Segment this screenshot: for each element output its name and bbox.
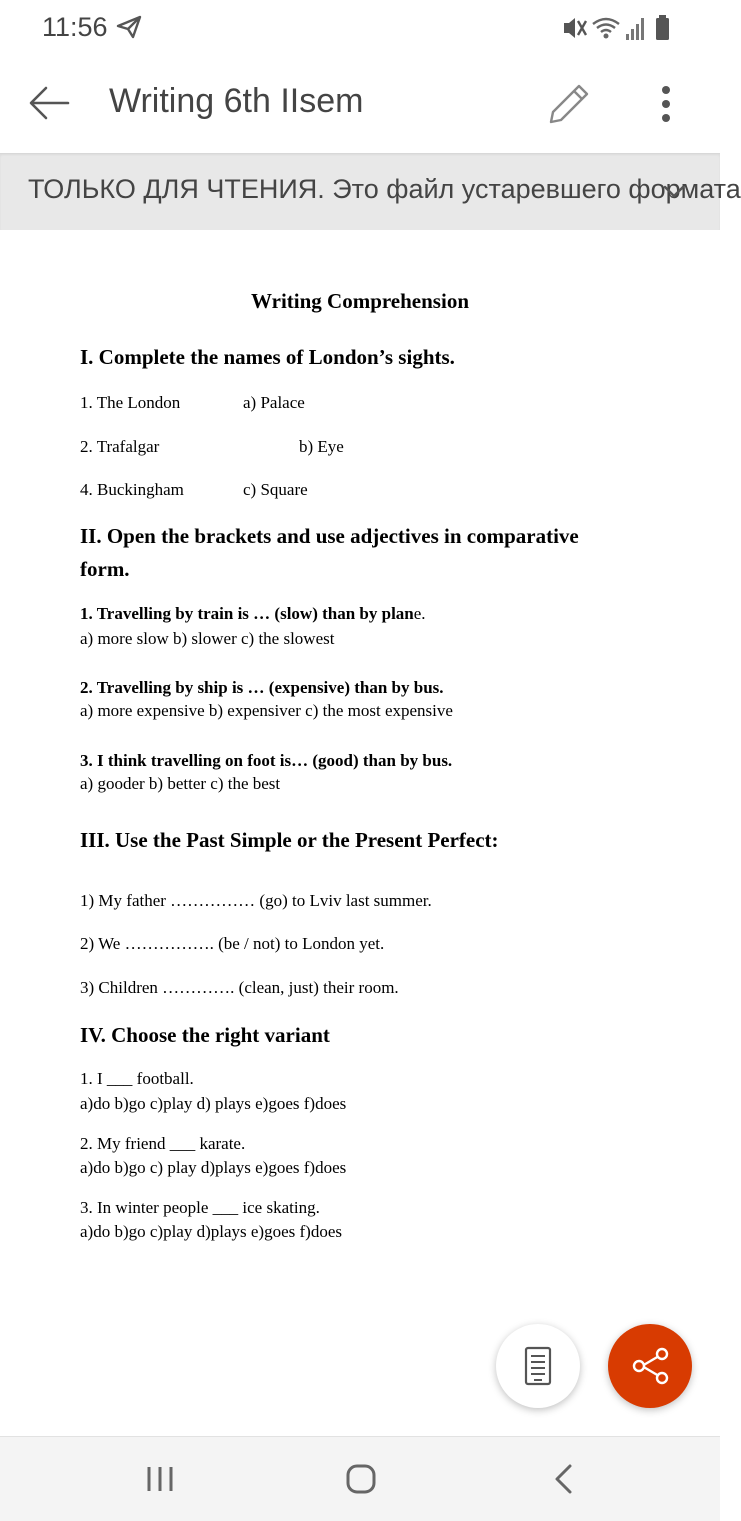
more-options-button[interactable] (645, 78, 687, 130)
app-bar (0, 56, 720, 153)
comparative-question-2: 2. Travelling by ship is … (expensive) than by bus. (80, 678, 444, 697)
sight-left-1: 1. The London (80, 393, 181, 412)
document-title: Writing 6th IIsem (109, 82, 364, 120)
recent-apps-icon (130, 1459, 190, 1499)
share-button[interactable] (608, 1324, 692, 1408)
mute-icon (564, 18, 586, 38)
status-time: 11:56 (42, 12, 108, 42)
battery-icon (656, 15, 669, 40)
doc-title-heading: Writing Comprehension (251, 289, 469, 313)
tense-item-2: 2) We ……………. (be / not) to London yet. (80, 934, 385, 953)
signal-icon (626, 18, 644, 40)
share-icon (608, 1324, 692, 1408)
comparative-options-2: a) more expensive b) expensiver c) the most expensive (80, 701, 453, 720)
comparative-options-3: a) gooder b) better c) the best (80, 774, 281, 793)
comparative-question-1: 1. Travelling by train is … (slow) than by plane. (80, 604, 426, 623)
nav-back-button[interactable] (533, 1459, 593, 1499)
back-arrow-icon (24, 80, 74, 130)
home-button[interactable] (331, 1459, 391, 1499)
more-vert-icon (645, 78, 687, 130)
recent-apps-button[interactable] (130, 1459, 190, 1499)
sight-left-2: 2. Trafalgar (80, 437, 160, 456)
reading-view-button[interactable] (496, 1324, 580, 1408)
status-icons (560, 12, 680, 44)
section4-heading: IV. Choose the right variant (80, 1023, 330, 1047)
back-button[interactable] (24, 80, 74, 130)
section2-heading-line1: II. Open the brackets and use adjectives in comparative (80, 524, 579, 548)
telegram-send-icon (116, 14, 142, 45)
section3-heading: III. Use the Past Simple or the Present Perfect: (80, 828, 499, 852)
home-icon (331, 1459, 391, 1499)
tense-item-1: 1) My father …………… (go) to Lviv last summer. (80, 891, 432, 910)
wifi-icon (593, 19, 619, 39)
section1-heading: I. Complete the names of London’s sights. (80, 345, 455, 369)
status-bar (0, 0, 720, 56)
reading-view-icon (496, 1324, 580, 1408)
variant-options-2: a)do b)go c) play d)plays e)goes f)does (80, 1158, 347, 1177)
nav-back-icon (533, 1459, 593, 1499)
sight-right-1: a) Palace (243, 393, 305, 412)
edit-button[interactable] (543, 78, 593, 130)
variant-question-2: 2. My friend ___ karate. (80, 1134, 246, 1153)
variant-options-3: a)do b)go c)play d)plays e)goes f)does (80, 1222, 342, 1241)
variant-question-3: 3. In winter people ___ ice skating. (80, 1198, 320, 1217)
tense-item-3: 3) Children …………. (clean, just) their room. (80, 978, 399, 997)
variant-question-1: 1. I ___ football. (80, 1069, 194, 1088)
banner-text: ТОЛЬКО ДЛЯ ЧТЕНИЯ. Это файл устаревшего формата (28, 174, 741, 204)
comparative-options-1: a) more slow b) slower c) the slowest (80, 629, 335, 648)
sight-right-3: c) Square (243, 480, 308, 499)
comparative-question-3: 3. I think travelling on foot is… (good) than by bus. (80, 751, 453, 770)
sight-left-3: 4. Buckingham (80, 480, 184, 499)
document-page[interactable] (0, 230, 720, 1435)
sight-right-2: b) Eye (299, 437, 344, 456)
system-nav-bar (0, 1436, 720, 1521)
variant-options-1: a)do b)go c)play d) plays e)goes f)does (80, 1094, 347, 1113)
section2-heading-line2: form. (80, 557, 130, 581)
chevron-down-icon[interactable] (656, 174, 692, 210)
pencil-icon (543, 78, 593, 130)
read-only-banner[interactable] (0, 153, 741, 231)
